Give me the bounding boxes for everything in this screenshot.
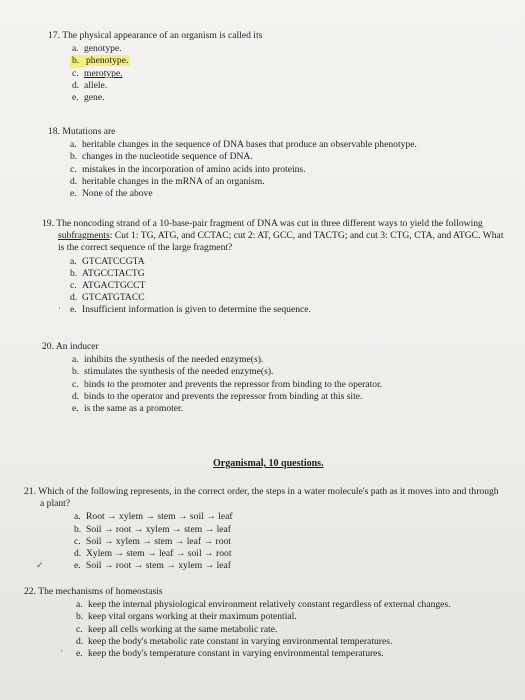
option-21a[interactable]: a. Root → xylem → stem → soil → leaf: [74, 511, 233, 523]
option-22c[interactable]: c. keep all cells working at the same metabolic rate.: [76, 623, 278, 635]
pencil-tick-mark: ·: [58, 303, 61, 313]
option-20b[interactable]: b. stimulates the synthesis of the needed enzyme(s).: [72, 366, 274, 378]
option-18b[interactable]: b. changes in the nucleotide sequence of DNA.: [70, 151, 253, 163]
option-21b[interactable]: b. Soil → root → xylem → stem → leaf: [74, 523, 231, 535]
question-19: [42, 218, 508, 317]
option-17a[interactable]: a. genotype.: [72, 43, 122, 55]
question-18-stem: 18. Mutations are: [48, 126, 116, 137]
option-21c[interactable]: c. Soil → xylem → stem → leaf → root: [74, 535, 231, 547]
question-18: [48, 126, 493, 200]
question-22-options: [76, 599, 502, 660]
option-17e[interactable]: e. gene.: [72, 92, 105, 104]
option-18c[interactable]: c. mistakes in the incorporation of amino acids into proteins.: [70, 163, 306, 175]
question-21-stem: 21. Which of the following represents, in the correct order, the steps in a water molecule's path as it moves into and through a plant?: [24, 486, 499, 510]
question-20-stem: 20. An inducer: [42, 341, 99, 352]
option-19e[interactable]: e. Insufficient information is given to determine the sequence.: [70, 304, 311, 316]
option-21e[interactable]: e. Soil → root → stem → xylem → leaf: [74, 560, 231, 572]
option-22e[interactable]: e. keep the body's temperature constant in varying environmental temperatures.: [76, 648, 384, 660]
question-21-options: [74, 511, 502, 572]
option-20e[interactable]: e. is the same as a promoter.: [72, 403, 184, 415]
option-22d[interactable]: d. keep the body's metabolic rate constant in varying environmental temperatures.: [76, 635, 393, 647]
question-20-options: [72, 354, 508, 415]
option-18a[interactable]: a. heritable changes in the sequence of DNA bases that produce an observable phenotype.: [70, 139, 417, 151]
highlighted-answer: phenotype.: [86, 55, 129, 67]
question-17-options: [72, 43, 488, 104]
question-19-options: [70, 256, 508, 317]
question-18-options: [70, 139, 493, 200]
section-heading: Organismal, 10 questions.: [213, 458, 324, 469]
option-17d[interactable]: d. allele.: [72, 79, 108, 91]
option-22b[interactable]: b. keep vital organs working at their maximum potential.: [76, 611, 297, 623]
option-21d[interactable]: d. Xylem → stem → leaf → soil → root: [74, 548, 232, 560]
question-21: [24, 486, 502, 572]
question-22: [24, 586, 502, 660]
option-19d[interactable]: d. GTCATGTACC: [70, 292, 145, 304]
option-20a[interactable]: a. inhibits the synthesis of the needed enzyme(s).: [72, 354, 264, 366]
option-19a[interactable]: a. GTCATCCGTA: [70, 255, 145, 267]
pencil-check-mark: ✓: [36, 560, 44, 570]
option-17c[interactable]: c. merotype.: [72, 67, 123, 79]
pencil-tick-mark-2: ·: [60, 646, 63, 656]
option-18e[interactable]: e. None of the above: [70, 188, 153, 200]
question-17-stem: 17. The physical appearance of an organism is called its: [48, 30, 263, 41]
option-19c[interactable]: c. ATGACTGCCT: [70, 280, 146, 292]
option-19b[interactable]: b. ATGCCTACTG: [70, 267, 145, 279]
option-22a[interactable]: a. keep the internal physiological environment relatively constant regardless of external changes.: [76, 599, 451, 611]
question-19-stem: 19. The noncoding strand of a 10-base-pair fragment of DNA was cut in three different ways to yield the following subfragments: Cut 1: TG, ATG, and CCTAC; cut 2: AT, GCC, and TACTG; and cut 3: CTG, CTA, and ATGC. What is the correct sequence of the large fragment?: [42, 218, 504, 254]
question-20: [42, 341, 508, 415]
option-20c[interactable]: c. binds to the promoter and prevents the repressor from binding to the operator.: [72, 378, 383, 390]
question-22-stem: 22. The mechanisms of homeostasis: [24, 586, 163, 597]
question-17: [48, 30, 488, 104]
option-20d[interactable]: d. binds to the operator and prevents the repressor from binding at this site.: [72, 390, 363, 402]
option-17b[interactable]: b. phenotype.: [72, 55, 129, 67]
option-18d[interactable]: d. heritable changes in the mRNA of an organism.: [70, 175, 265, 187]
